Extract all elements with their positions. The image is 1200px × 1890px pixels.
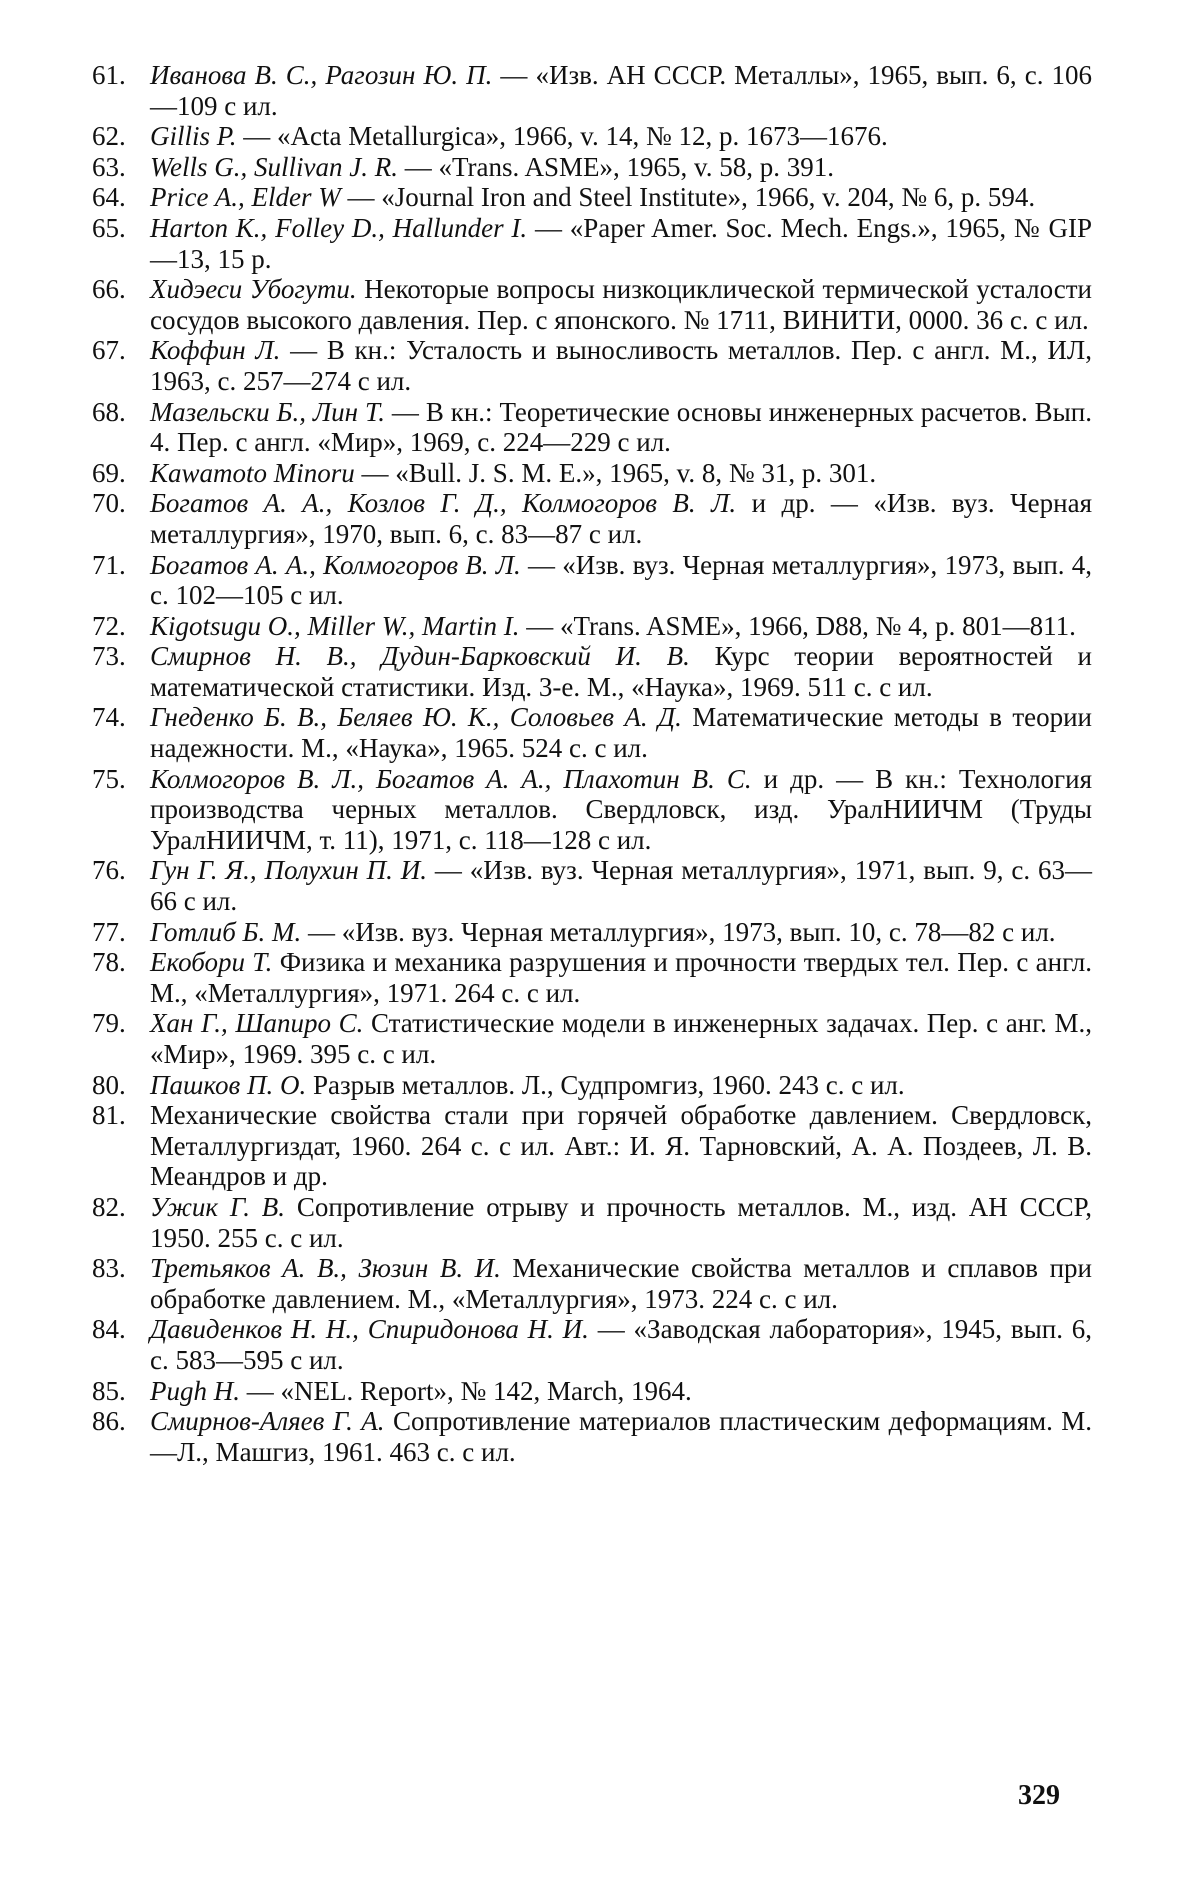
reference-number: 64. <box>92 182 126 213</box>
reference-number: 78. <box>92 947 126 978</box>
reference-item <box>92 397 1092 458</box>
reference-item <box>92 213 1092 274</box>
reference-number: 76. <box>92 855 126 886</box>
reference-text: Разрыв металлов. Л., Судпромгиз, 1960. 243 с. с ил. <box>306 1069 905 1100</box>
reference-number: 74. <box>92 702 126 733</box>
reference-number: 80. <box>92 1069 126 1100</box>
reference-text: — «Trans. ASME», 1966, D88, № 4, p. 801—811. <box>519 610 1076 641</box>
reference-number: 75. <box>92 763 126 794</box>
reference-item <box>92 458 1092 489</box>
reference-author: Смирнов-Аляев Г. А. <box>150 1406 385 1437</box>
bibliography-page <box>92 60 1092 1467</box>
reference-item <box>92 702 1092 763</box>
reference-text: Некоторые вопросы низкоциклической термической усталости сосудов высокого давления. Пер. с японского. № 1711, ВИНИТИ, 0000. 36 с. с ил. <box>150 274 1092 335</box>
reference-author: Harton K., Folley D., Hallunder I. <box>150 212 528 243</box>
reference-number: 68. <box>92 396 126 427</box>
reference-text: Сопротивление материалов пластическим деформациям. М.—Л., Машгиз, 1961. 463 с. с ил. <box>150 1406 1093 1467</box>
reference-author: Gillis P. <box>150 121 237 152</box>
reference-item <box>92 641 1092 702</box>
reference-text: — «Изв. вуз. Черная металлургия», 1973, вып. 10, с. 78—82 с ил. <box>301 916 1056 947</box>
reference-number: 72. <box>92 610 126 641</box>
reference-item <box>92 335 1092 396</box>
reference-number: 67. <box>92 335 126 366</box>
reference-number: 66. <box>92 274 126 305</box>
reference-item <box>92 1192 1092 1253</box>
reference-text: — «Изв. вуз. Черная металлургия», 1971, вып. 9, с. 63—66 с ил. <box>150 855 1092 917</box>
reference-number: 71. <box>92 549 126 580</box>
reference-text: — В кн.: Усталость и выносливость металлов. Пер. с англ. М., ИЛ, 1963, с. 257—274 с ил. <box>150 335 1092 396</box>
reference-text: Статистические модели в инженерных задачах. Пер. с анг. М., «Мир», 1969. 395 с. с ил. <box>150 1008 1093 1069</box>
reference-item <box>92 60 1092 121</box>
reference-text: — «Trans. ASME», 1965, v. 58, p. 391. <box>397 151 835 182</box>
reference-item <box>92 182 1092 213</box>
reference-text: Сопротивление отрыву и прочность металлов. М., изд. АН СССР, 1950. 255 с. с ил. <box>150 1191 1092 1253</box>
reference-list <box>92 60 1092 1467</box>
reference-text: — «Journal Iron and Steel Institute», 1966, v. 204, № 6, p. 594. <box>340 182 1036 213</box>
reference-item <box>92 550 1092 611</box>
reference-author: Мазельски Б., Лин Т. <box>150 396 386 427</box>
reference-text: Механические свойства металлов и сплавов при обработке давлением. М., «Металлургия», 1973. 224 с. с ил. <box>150 1253 1092 1314</box>
reference-author: Коффин Л. <box>150 335 281 366</box>
reference-text: — «Paper Amer. Soc. Mech. Engs.», 1965, № GIP—13, 15 p. <box>150 212 1092 274</box>
reference-item <box>92 1406 1092 1467</box>
reference-text: Физика и механика разрушения и прочности твердых тел. Пер. с англ. М., «Металлургия», 1971. 264 с. с ил. <box>150 947 1093 1008</box>
reference-item <box>92 764 1092 856</box>
reference-number: 84. <box>92 1314 126 1345</box>
reference-text: — «Заводская лаборатория», 1945, вып. 6, с. 583—595 с ил. <box>150 1314 1092 1375</box>
reference-author: Давиденков Н. Н., Спиридонова Н. И. <box>150 1314 589 1345</box>
reference-author: Богатов А. А., Козлов Г. Д., Колмогоров В. Л. <box>150 488 737 519</box>
reference-item <box>92 947 1092 1008</box>
reference-item <box>92 152 1092 183</box>
reference-author: Хан Г., Шапиро С. <box>150 1008 364 1039</box>
reference-item <box>92 1100 1092 1192</box>
reference-author: Иванова В. С., Рагозин Ю. П. <box>150 60 493 90</box>
reference-number: 61. <box>92 60 126 90</box>
reference-item <box>92 121 1092 152</box>
reference-author: Екобори Т. <box>150 947 273 978</box>
reference-author: Готлиб Б. М. <box>150 916 302 947</box>
reference-author: Price A., Elder W <box>150 182 341 213</box>
reference-author: Kigotsugu O., Miller W., Martin I. <box>150 610 520 641</box>
reference-text: — «Bull. J. S. M. E.», 1965, v. 8, № 31, p. 301. <box>354 457 877 488</box>
reference-author: Pugh H. <box>150 1375 240 1406</box>
reference-text: Курс теории вероятностей и математической статистики. Изд. 3-е. М., «Наука», 1969. 511 с. с ил. <box>150 641 1092 702</box>
reference-number: 70. <box>92 488 126 519</box>
reference-number: 85. <box>92 1375 126 1406</box>
reference-text: — «Acta Metallurgica», 1966, v. 14, № 12, p. 1673—1676. <box>236 121 888 152</box>
reference-text: и др. — В кн.: Технология производства черных металлов. Свердловск, изд. УралНИИЧМ (Труды УралНИИЧМ, т. 11), 1971, с. 118—128 с ил. <box>150 763 1092 855</box>
reference-text: — «Изв. АН СССР. Металлы», 1965, вып. 6, с. 106—109 с ил. <box>150 60 1092 121</box>
reference-author: Гун Г. Я., Полухин П. И. <box>150 855 428 886</box>
reference-text: — В кн.: Теоретические основы инженерных расчетов. Вып. 4. Пер. с англ. «Мир», 1969, с. 224—229 с ил. <box>150 396 1092 458</box>
reference-item <box>92 1008 1092 1069</box>
reference-author: Третьяков А. В., Зюзин В. И. <box>150 1253 501 1284</box>
reference-item <box>92 855 1092 916</box>
reference-item <box>92 274 1092 335</box>
reference-text: — «Изв. вуз. Черная металлургия», 1973, вып. 4, с. 102—105 с ил. <box>150 549 1093 611</box>
reference-item <box>92 1314 1092 1375</box>
reference-text: Математические методы в теории надежности. М., «Наука», 1965. 524 с. с ил. <box>150 702 1093 764</box>
reference-item <box>92 917 1092 948</box>
reference-item <box>92 1376 1092 1407</box>
reference-number: 62. <box>92 121 126 152</box>
reference-number: 63. <box>92 151 126 182</box>
page-number: 329 <box>1018 1780 1060 1811</box>
reference-number: 86. <box>92 1406 126 1437</box>
reference-number: 79. <box>92 1008 126 1039</box>
reference-item <box>92 611 1092 642</box>
reference-author: Гнеденко Б. В., Беляев Ю. К., Соловьев А. Д. <box>150 702 682 733</box>
reference-text: Механические свойства стали при горячей обработке давлением. Свердловск, Металлургиздат, 1960. 264 с. с ил. Авт.: И. Я. Тарновский, А. А. Поздеев, Л. В. Меандров и др. <box>150 1100 1092 1192</box>
reference-text: и др. — «Изв. вуз. Черная металлургия», 1970, вып. 6, с. 83—87 с ил. <box>150 488 1092 549</box>
reference-author: Колмогоров В. Л., Богатов А. А., Плахотин В. С. <box>150 763 752 794</box>
reference-author: Kawamoto Minoru <box>150 457 355 488</box>
reference-number: 73. <box>92 641 126 672</box>
reference-author: Пашков П. О. <box>150 1069 307 1100</box>
reference-author: Ужик Г. В. <box>150 1191 286 1222</box>
reference-number: 65. <box>92 212 126 243</box>
reference-item <box>92 1253 1092 1314</box>
reference-text: — «NEL. Report», № 142, March, 1964. <box>240 1375 692 1406</box>
reference-number: 81. <box>92 1100 126 1131</box>
reference-number: 77. <box>92 916 126 947</box>
reference-author: Хидэеси Убогути. <box>150 274 357 305</box>
reference-number: 69. <box>92 457 126 488</box>
reference-number: 83. <box>92 1253 126 1284</box>
reference-number: 82. <box>92 1191 126 1222</box>
reference-author: Богатов А. А., Колмогоров В. Л. <box>150 549 521 580</box>
reference-author: Wells G., Sullivan J. R. <box>150 151 398 182</box>
reference-item <box>92 1070 1092 1101</box>
reference-item <box>92 488 1092 549</box>
reference-author: Смирнов Н. В., Дудин-Барковский И. В. <box>150 641 690 672</box>
